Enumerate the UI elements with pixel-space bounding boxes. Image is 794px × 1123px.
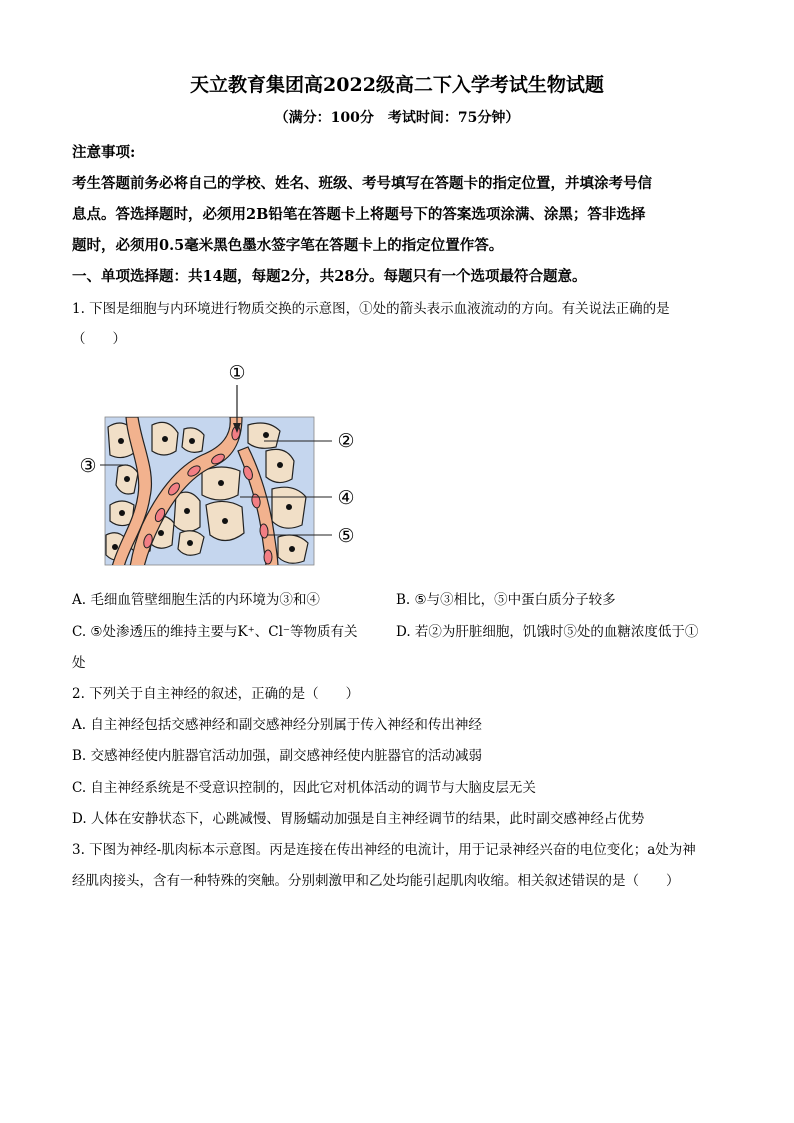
label-5: ⑤: [337, 525, 355, 547]
q2-option-a: A. 自主神经包括交感神经和副交感神经分别属于传入神经和传出神经: [72, 717, 482, 733]
label-2: ②: [337, 430, 355, 452]
q1-option-c: C. ⑤处渗透压的维持主要与K⁺、Cl⁻等物质有关: [72, 624, 358, 640]
notice-line: 题时，必须用0.5毫米黑色墨水签字笔在答题卡上的指定位置作答。: [72, 237, 504, 254]
label-3: ③: [79, 455, 97, 477]
exam-info: （满分：100分 考试时间：75分钟）: [274, 110, 520, 126]
question-1-stem-cont: （ ）: [72, 331, 126, 347]
q1-option-d: D. 若②为肝脏细胞，饥饿时⑤处的血糖浓度低于①: [396, 624, 699, 640]
q2-option-b: B. 交感神经使内脏器官活动加强，副交感神经使内脏器官的活动减弱: [72, 748, 483, 764]
label-1: ①: [228, 362, 246, 384]
q1-option-b: B. ⑤与③相比，⑤中蛋白质分子较多: [396, 592, 616, 608]
q1-option-a: A. 毛细血管壁细胞生活的内环境为③和④: [72, 592, 320, 608]
question-2-stem: 2. 下列关于自主神经的叙述，正确的是（ ）: [72, 686, 360, 702]
q1-option-d-cont: 处: [72, 655, 86, 671]
notice-heading: 注意事项:: [72, 144, 136, 161]
question-3-stem-cont: 经肌肉接头，含有一种特殊的突触。分别刺激甲和乙处均能引起肌肉收缩。相关叙述错误的是（ ）: [72, 873, 680, 889]
q2-option-c: C. 自主神经系统是不受意识控制的，因此它对机体活动的调节与大脑皮层无关: [72, 780, 536, 796]
question-1-stem: 1. 下图是细胞与内环境进行物质交换的示意图，①处的箭头表示血液流动的方向。有关说法正确的是: [72, 301, 670, 317]
notice-line: 息点。答选择题时，必须用2B铅笔在答题卡上将题号下的答案选项涂满、涂黑；答非选择: [72, 206, 646, 223]
notice-line: 考生答题前务必将自己的学校、姓名、班级、考号填写在答题卡的指定位置，并填涂考号信: [72, 175, 652, 192]
page-title: 天立教育集团高2022级高二下入学考试生物试题: [190, 74, 604, 96]
q2-option-d: D. 人体在安静状态下，心跳减慢、胃肠蠕动加强是自主神经调节的结果，此时副交感神经占优势: [72, 811, 645, 827]
section-heading: 一、单项选择题：共14题，每题2分，共28分。每题只有一个选项最符合题意。: [72, 268, 587, 285]
question-3-stem: 3. 下图为神经-肌肉标本示意图。丙是连接在传出神经的电流计，用于记录神经兴奋的电位变化；a处为神: [72, 842, 696, 858]
tissue-exchange-diagram: [72, 355, 372, 575]
label-4: ④: [337, 487, 355, 509]
